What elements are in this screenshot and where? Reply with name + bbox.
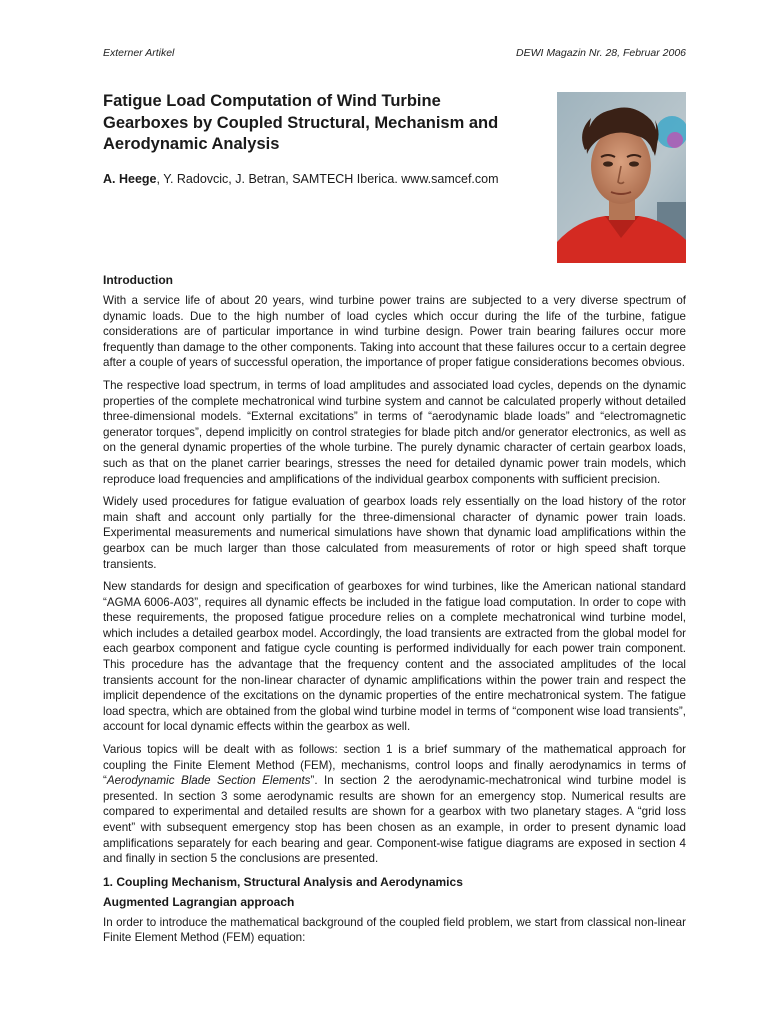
paragraph-4: New standards for design and specification of gearboxes for wind turbines, like the American national standard “AGMA 6006-A03”, requires all dynamic effects be included in the fatigue load computation. In order to cope with these requirements, the proposed fatigue procedure relies on a complete mechatronical wind turbine model, which includes a detailed gearbox model. Accordingly, the load transients are extracted from the global model for each gearbox component and fatigue cycle counting is performed individually for each power train component. This procedure has the advantage that the frequency content and the associated amplitudes of the local transients account for the non-linear character of dynamic amplifications within the power train and respect the implicit dependence of the excitations on the dynamic properties of the entire mechatronical system. The fatigue load spectra, which are obtained from the global wind turbine model in terms of “component wise load transients”, account for local dynamic effects within the gearbox as well. bbox=[103, 580, 686, 734]
coauthors: , Y. Radovcic, J. Betran, SAMTECH Iberica. www.samcef.com bbox=[156, 172, 499, 186]
paragraph-5-italic-term: Aerodynamic Blade Section Elements bbox=[106, 774, 311, 788]
author-line bbox=[103, 172, 499, 186]
paragraph-3: Widely used procedures for fatigue evaluation of gearbox loads rely essentially on the load history of the rotor main shaft and account only partially for the three-dimensional character of dynamic power train loads. Experimental measurements and numerical simulations have shown that dynamic load amplifications within the gearbox can be much larger than those calculated from measurements of rotor or high speed shaft torque transients. bbox=[103, 495, 686, 571]
section-1-heading: 1. Coupling Mechanism, Structural Analysis and Aerodynamics bbox=[103, 874, 463, 889]
paragraph-5-part-a: Various topics will be dealt with as follows: section 1 is a brief summary of the mathematical approach for coupling the Finite Element Method (FEM), mechanisms, control loops and finally aerodynamics in terms of “ bbox=[103, 743, 686, 788]
header-issue: DEWI Magazin Nr. 28, Februar 2006 bbox=[515, 47, 686, 59]
introduction-heading: Introduction bbox=[103, 273, 173, 287]
header-journal-section: Externer Artikel bbox=[103, 47, 175, 59]
paragraph-5-part-b: ”. In section 2 the aerodynamic-mechatronical wind turbine model is presented. In section 3 some aerodynamic results are shown for an emergency stop. Numerical results are compared to experimental and detailed results are shown for a gearbox with two planetary stages. A “grid loss event” with subsequent emergency stop has been chosen as an example, in order to present dynamic load amplifications separately for each bearing and gear. Component-wise fatigue diagrams are exposed in section 4 and finally in section 5 the conclusions are presented. bbox=[103, 774, 686, 866]
article-body bbox=[103, 273, 686, 953]
article-title: Fatigue Load Computation of Wind Turbine Gearboxes by Coupled Structural, Mechanism and Aerodynamic Analysis bbox=[103, 92, 499, 153]
lead-author: A. Heege bbox=[103, 172, 157, 186]
paragraph-6: In order to introduce the mathematical background of the coupled field problem, we start from classical non-linear Finite Element Method (FEM) equation: bbox=[103, 915, 686, 945]
paragraph-1: With a service life of about 20 years, wind turbine power trains are subjected to a very diverse spectrum of dynamic loads. Due to the high number of load cycles which occur during the life of the turbine, fatigue considerations are of particular importance in wind turbine design. Power train bearing failures occur more frequently than damage to the other components. Taking into account that these failures occur to a certain degree after a couple of years of successful operation, the importance of proper fatigue considerations becomes obvious. bbox=[103, 294, 686, 370]
author-photo bbox=[557, 92, 686, 263]
paragraph-2: The respective load spectrum, in terms of load amplitudes and associated load cycles, depends on the dynamic properties of the complete mechatronical wind turbine system and cannot be calculated properly without detailed three-dimensional models. “External excitations” in terms of “aerodynamic blade loads” and “electromagnetic generator torques”, depend implicitly on control strategies for blade pitch and/or generator electronics, as well as on the general dynamic properties of the whole turbine. The purely dynamic character of certain gearbox loads, such as that on the planet carrier bearings, stresses the need for detailed dynamic power train models, which reproduce load frequencies and amplifications of the individual gearbox components with sufficient precision. bbox=[103, 378, 686, 486]
subsection-heading: Augmented Lagrangian approach bbox=[103, 894, 295, 909]
paragraph-5 bbox=[103, 742, 686, 867]
